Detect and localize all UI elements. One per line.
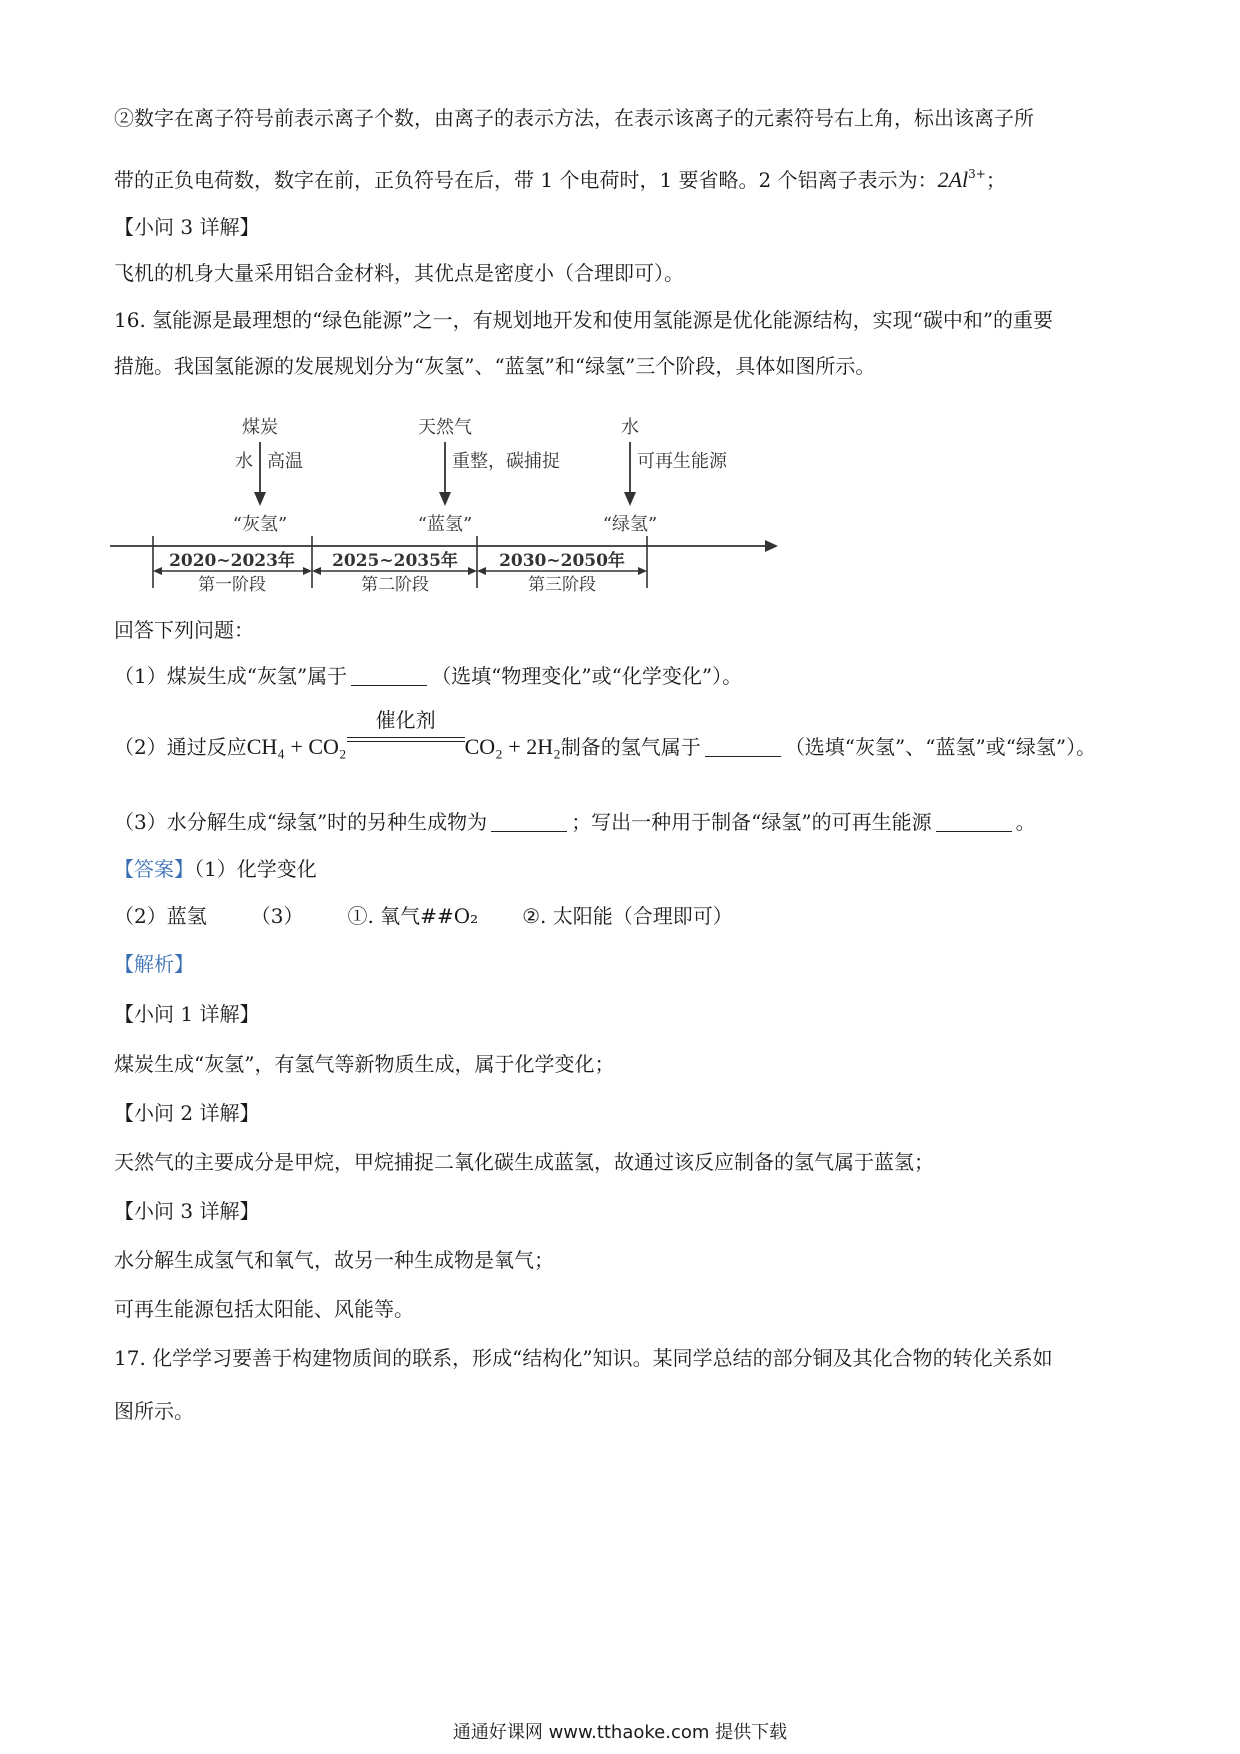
question-16-3 xyxy=(114,808,1036,836)
subquestion-heading: 【小问 3 详解】 xyxy=(114,215,260,239)
stage-2: 第二阶段 xyxy=(361,575,429,595)
text-line xyxy=(114,160,1006,194)
text-segment: （1）煤炭生成“灰氢”属于 xyxy=(114,664,348,688)
reaction-reactants: CH₄ + CO₂ xyxy=(246,734,347,759)
stage-1: 第一阶段 xyxy=(198,575,266,595)
reaction-condition xyxy=(347,708,465,761)
subquestion-heading: 【小问 3 详解】 xyxy=(114,1199,260,1223)
text-segment: （3）水分解生成“绿氢”时的另种生成物为 xyxy=(114,810,488,834)
answer-blank xyxy=(351,665,427,686)
answer-label: 【答案】 xyxy=(114,857,194,881)
analysis-text: 水分解生成氢气和氧气，故另一种生成物是氧气； xyxy=(114,1248,554,1272)
condition-left: 水 xyxy=(235,451,253,472)
source-coal: 煤炭 xyxy=(242,417,278,438)
answer-blank xyxy=(936,811,1012,832)
equals-sign xyxy=(347,737,465,742)
arrow-head xyxy=(254,492,266,506)
source-natural-gas: 天然气 xyxy=(418,417,472,438)
analysis-label: 【解析】 xyxy=(114,952,194,976)
answer-1: （1）化学变化 xyxy=(194,857,317,881)
span-arrow xyxy=(312,567,321,575)
period-1: 2020~2023年 xyxy=(169,551,295,571)
hydrogen-roadmap-diagram xyxy=(110,410,890,595)
text-segment: ； xyxy=(985,168,1006,192)
answer-3: （3） xyxy=(250,904,304,928)
text-segment: 带的正负电荷数，数字在前，正负符号在后，带 1 个电荷时，1 要省略。2 个铝离子表示为： xyxy=(114,168,938,192)
catalyst-label: 催化剂 xyxy=(375,708,436,732)
subquestion-heading: 【小问 1 详解】 xyxy=(114,1002,260,1026)
condition-right: 高温 xyxy=(267,451,303,472)
footer-watermark: 通通好课网 www.tthaoke.com 提供下载 xyxy=(452,1722,788,1743)
question-16-1 xyxy=(114,662,742,690)
reaction-products: CO₂ + 2H₂ xyxy=(464,734,561,759)
answer-blank xyxy=(491,811,567,832)
hydrogen-type-grey: “灰氢” xyxy=(232,514,288,535)
span-arrow xyxy=(638,567,647,575)
text-segment: 制备的氢气属于 xyxy=(560,735,701,759)
ion-formula: 2Al xyxy=(937,167,969,192)
answer-line xyxy=(114,855,317,883)
answer-blank xyxy=(705,736,781,757)
period-3: 2030~2050年 xyxy=(499,551,625,571)
answer-3-1: ①. 氧气##O₂ xyxy=(347,904,479,928)
arrow-head xyxy=(439,492,451,506)
span-arrow xyxy=(303,567,312,575)
span-arrow xyxy=(477,567,486,575)
answer-3-2: ②. 太阳能（合理即可） xyxy=(522,904,733,928)
hydrogen-type-blue: “蓝氢” xyxy=(417,514,473,535)
hydrogen-type-green: “绿氢” xyxy=(602,514,658,535)
subquestion-heading: 【小问 2 详解】 xyxy=(114,1101,260,1125)
stage-3: 第三阶段 xyxy=(528,575,596,595)
text-segment: ；写出一种用于制备“绿氢”的可再生能源 xyxy=(571,810,932,834)
analysis-text: 煤炭生成“灰氢”，有氢气等新物质生成，属于化学变化； xyxy=(114,1052,615,1076)
condition-right: 重整，碳捕捉 xyxy=(452,451,560,472)
text-segment: （选填“物理变化”或“化学变化”）。 xyxy=(431,664,743,688)
analysis-text: 天然气的主要成分是甲烷，甲烷捕捉二氧化碳生成蓝氢，故通过该反应制备的氢气属于蓝氢； xyxy=(114,1150,934,1174)
ion-charge: 3+ xyxy=(968,167,986,181)
timeline-arrow-head xyxy=(765,540,778,552)
text-segment: （2）通过反应 xyxy=(114,735,247,759)
span-arrow xyxy=(153,567,162,575)
analysis-text: 可再生能源包括太阳能、风能等。 xyxy=(114,1297,414,1321)
answer-2: （2）蓝氢 xyxy=(114,904,207,928)
question-16-2 xyxy=(114,708,1097,761)
questions-intro: 回答下列问题： xyxy=(114,618,254,642)
text-segment: （选填“灰氢”、“蓝氢”或“绿氢”）。 xyxy=(784,735,1097,759)
condition-right: 可再生能源 xyxy=(637,451,727,472)
span-arrow xyxy=(468,567,477,575)
question-16-line-2: 措施。我国氢能源的发展规划分为“灰氢”、“蓝氢”和“绿氢”三个阶段，具体如图所示。 xyxy=(114,354,876,378)
text-line: 飞机的机身大量采用铝合金材料，其优点是密度小（合理即可）。 xyxy=(114,261,684,285)
arrow-head xyxy=(624,492,636,506)
question-17-line-1: 17. 化学学习要善于构建物质间的联系，形成“结构化”知识。某同学总结的部分铜及其化合物的转化关系如 xyxy=(114,1346,1053,1370)
period-2: 2025~2035年 xyxy=(332,551,458,571)
text-line: ②数字在离子符号前表示离子个数，由离子的表示方法，在表示该离子的元素符号右上角，标出该离子所 xyxy=(114,106,1034,130)
answer-line-2 xyxy=(114,902,733,930)
text-segment: 。 xyxy=(1015,810,1036,834)
question-16-line-1: 16. 氢能源是最理想的“绿色能源”之一，有规划地开发和使用氢能源是优化能源结构，实现“碳中和”的重要 xyxy=(114,308,1054,332)
source-water: 水 xyxy=(621,417,639,438)
question-17-line-2: 图所示。 xyxy=(114,1399,194,1423)
